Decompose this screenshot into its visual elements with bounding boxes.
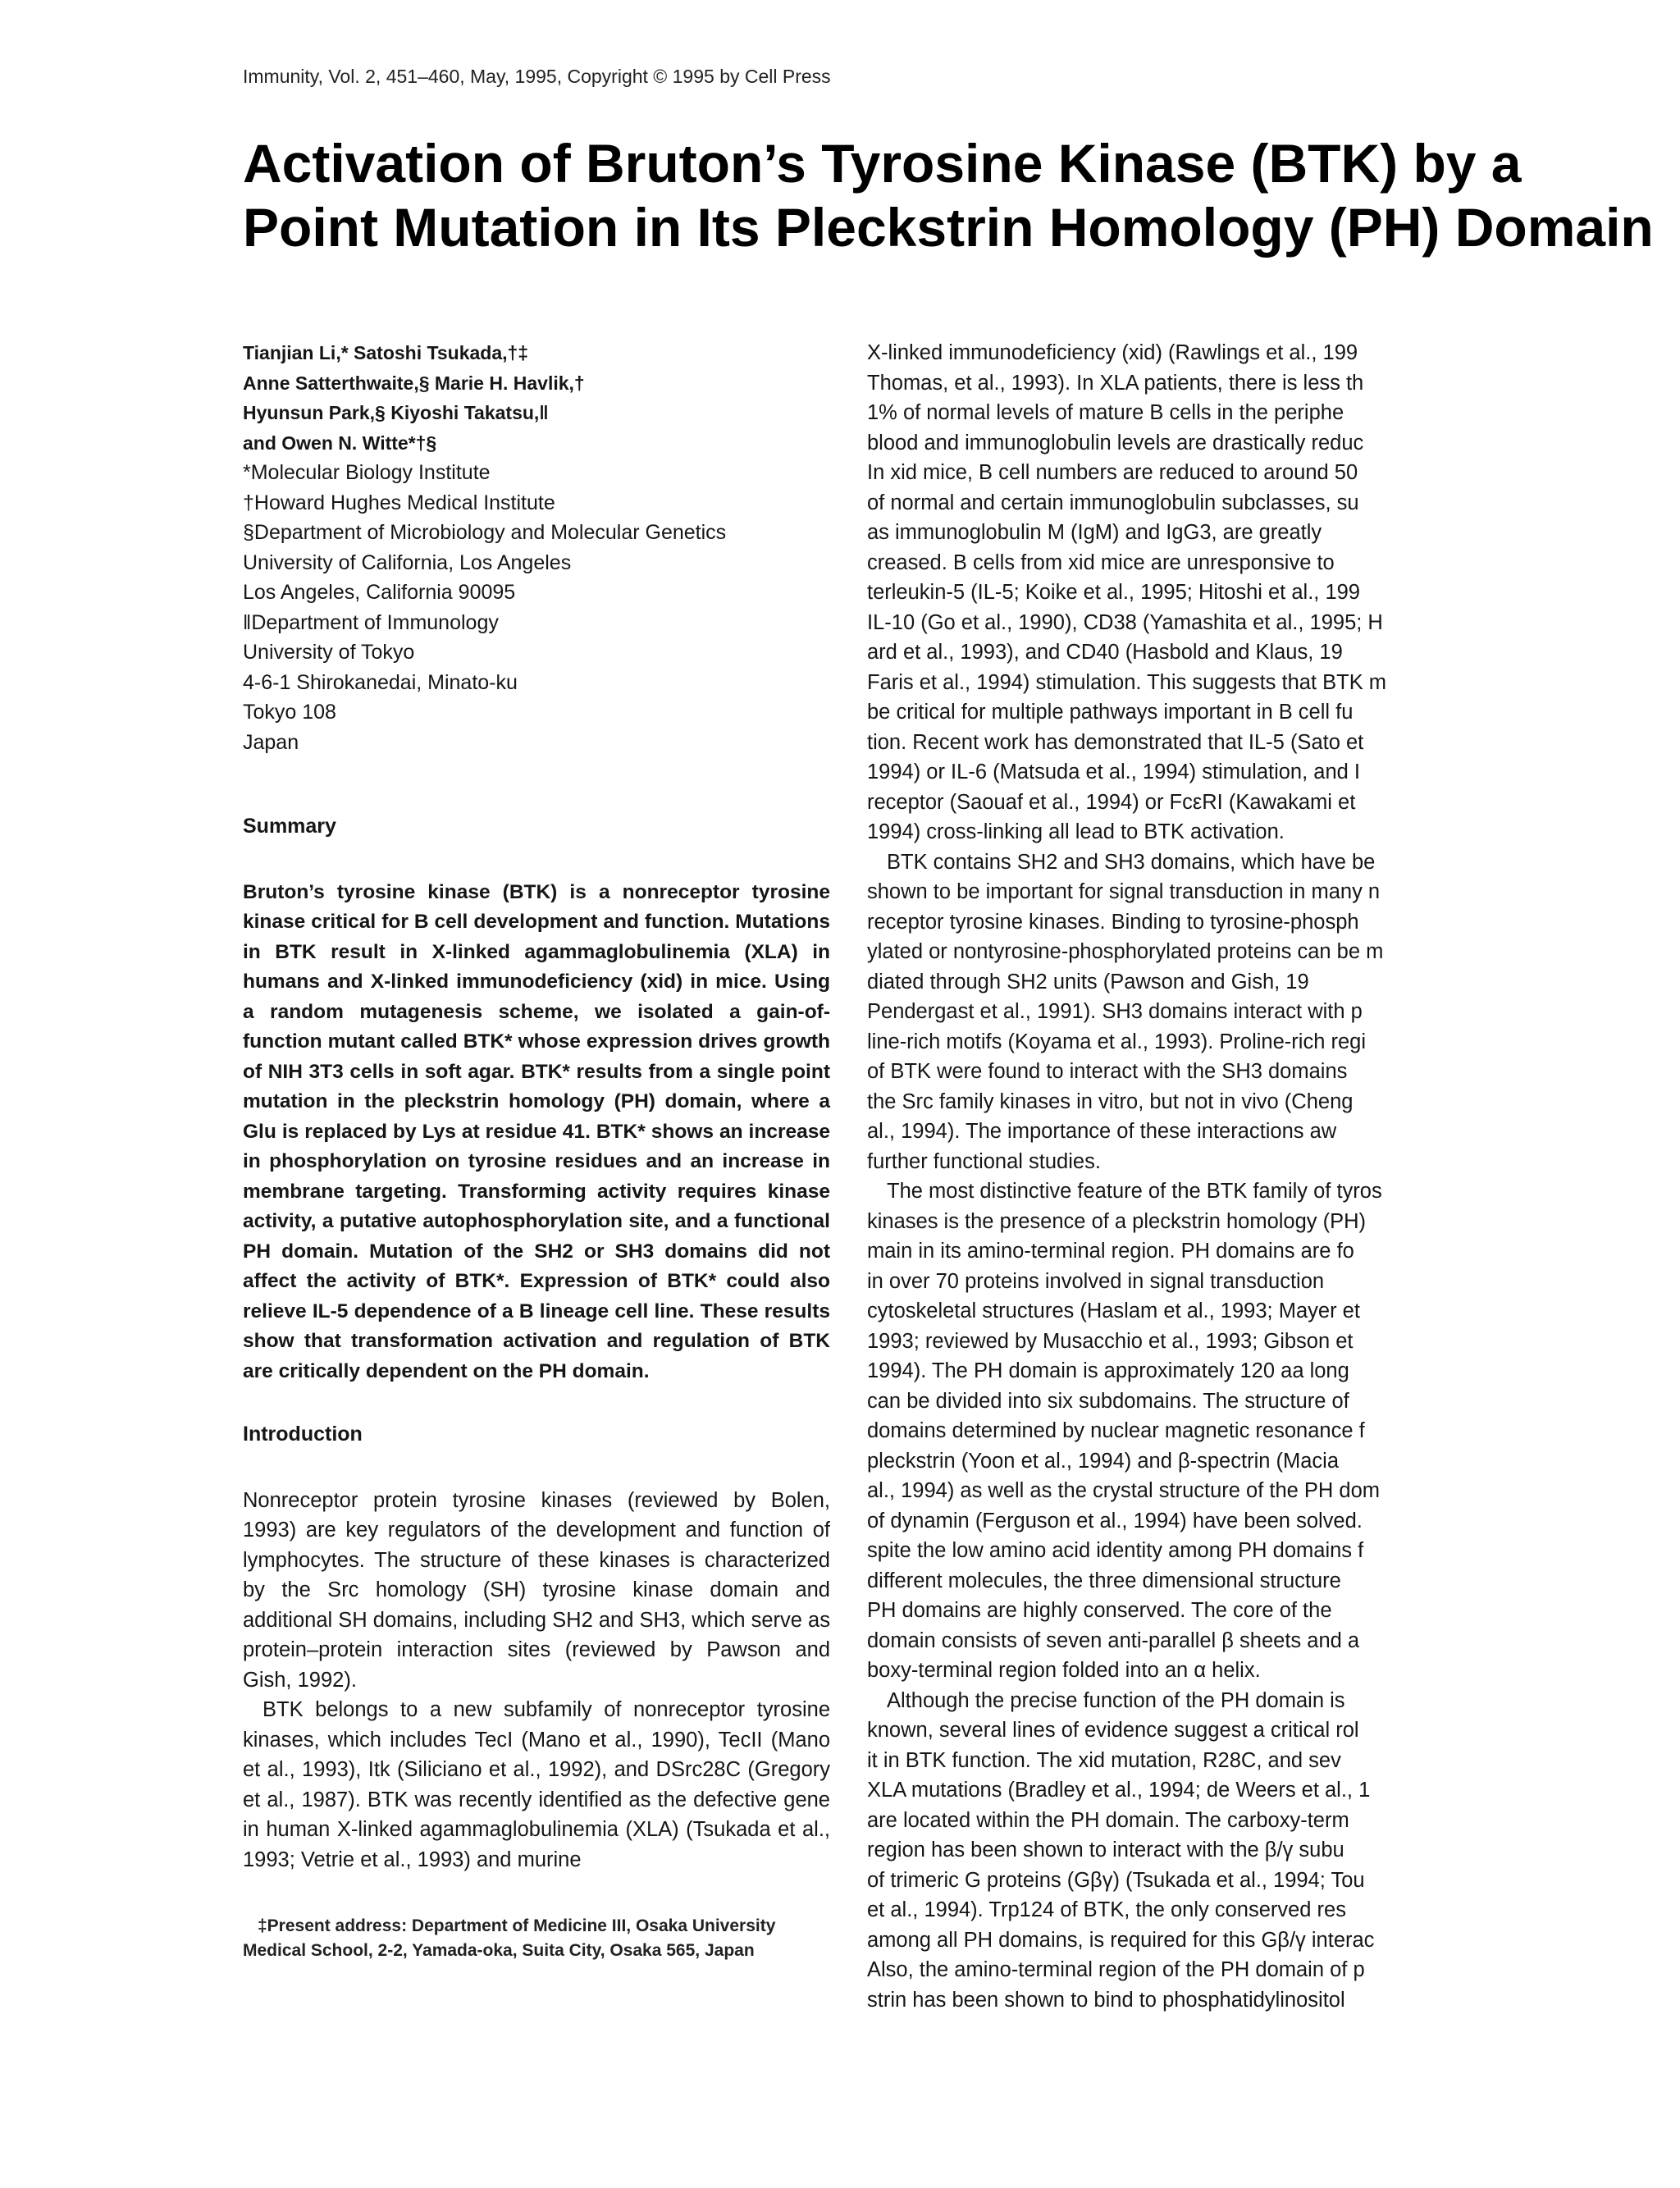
text-line: Also, the amino-terminal region of the PH domain of p	[867, 1958, 1365, 1981]
text-line: of trimeric G proteins (Gβγ) (Tsukada et al., 1994; Tou	[867, 1868, 1365, 1892]
text-line: the Src family kinases in vitro, but not in vivo (Cheng	[867, 1089, 1354, 1113]
text-line: strin has been shown to bind to phosphatidylinositol	[867, 1988, 1345, 2012]
text-line: are located within the PH domain. The carboxy-term	[867, 1808, 1349, 1832]
text-line: Faris et al., 1994) stimulation. This suggests that BTK m	[867, 670, 1387, 694]
text-line: region has been shown to interact with the β/γ subu	[867, 1839, 1344, 1861]
text-line: known, several lines of evidence suggest a critical rol	[867, 1719, 1359, 1742]
article-title	[243, 131, 1680, 259]
text-line: PH domains are highly conserved. The core of the	[867, 1599, 1332, 1622]
title-line-2: Point Mutation in Its Pleckstrin Homology (PH) Domain	[243, 197, 1654, 258]
text-line: diated through SH2 units (Pawson and Gish, 19	[867, 970, 1309, 994]
text-line: X-linked immunodeficiency (xid) (Rawlings et al., 199	[867, 341, 1358, 364]
text-line: Thomas, et al., 1993). In XLA patients, there is less th	[867, 371, 1364, 395]
text-line: cytoskeletal structures (Haslam et al., 1993; Mayer et	[867, 1300, 1360, 1322]
text-line: 1994) cross-linking all lead to BTK activation.	[867, 820, 1285, 843]
right-paragraph-3	[867, 1176, 1680, 1686]
author-line: Tianjian Li,* Satoshi Tsukada,†‡	[243, 342, 529, 363]
left-column	[243, 338, 830, 1963]
text-line: receptor tyrosine kinases. Binding to tyrosine-phosph	[867, 910, 1359, 934]
text-line: it in BTK function. The xid mutation, R28C, and sev	[867, 1748, 1341, 1772]
text-line: different molecules, the three dimensional structure	[867, 1569, 1341, 1592]
text-line: blood and immunoglobulin levels are drastically reduc	[867, 431, 1364, 455]
affiliation-line: University of Tokyo	[243, 641, 415, 664]
affiliation-line: *Molecular Biology Institute	[243, 461, 491, 484]
affiliation-line: 4-6-1 Shirokanedai, Minato-ku	[243, 670, 518, 694]
text-line: domains determined by nuclear magnetic resonance f	[867, 1419, 1365, 1442]
summary-text: Bruton’s tyrosine kinase (BTK) is a nonreceptor tyrosine kinase critical for B cell development and function. Mutations in BTK result in X-linked agammaglobulinemia (XLA) in humans and X-linked immunodeficiency (xid) in mice. Using a random mutagenesis scheme, we isolated a gain-of-function mutant called BTK* whose expression drives growth of NIH 3T3 cells in soft agar. BTK* results from a single point mutation in the pleckstrin homology (PH) domain, where a Glu is replaced by Lys at residue 41. BTK* shows an increase in phosphorylation on tyrosine residues and an increase in membrane targeting. Transforming activity requires kinase activity, a putative autophosphorylation site, and a functional PH domain. Mutation of the SH2 or SH3 domains did not affect the activity of BTK*. Expression of BTK* could also relieve IL-5 dependence of a B lineage cell line. These results show that transformation activation and regulation of BTK are critically dependent on the PH domain.	[243, 880, 830, 1382]
text-line: pleckstrin (Yoon et al., 1994) and β-spectrin (Macia	[867, 1449, 1340, 1473]
author-line: and Owen N. Witte*†§	[243, 432, 437, 454]
intro-paragraph-2: BTK belongs to a new subfamily of nonreceptor tyrosine kinases, which includes TecI (Mano et al., 1990), TecII (Mano et al., 1993), Itk (Siliciano et al., 1992), and DSrc28C (Gregory et al., 1987). BTK was recently identified as the defective gene in human X-linked agammaglobulinemia (XLA) (Tsukada et al., 1993; Vetrie et al., 1993) and murine	[243, 1698, 830, 1871]
intro-paragraph-1: Nonreceptor protein tyrosine kinases (reviewed by Bolen, 1993) are key regulators of the development and function of lymphocytes. The structure of these kinases is characterized by the Src homology (SH) tyrosine kinase domain and additional SH domains, including SH2 and SH3, which serve as protein–protein interaction sites (reviewed by Pawson and Gish, 1992).	[243, 1488, 830, 1692]
text-line: 1993; reviewed by Musacchio et al., 1993; Gibson et	[867, 1329, 1354, 1353]
text-line: tion. Recent work has demonstrated that IL-5 (Sato et	[867, 730, 1364, 754]
right-paragraph-2	[867, 847, 1680, 1177]
text-line: creased. B cells from xid mice are unresponsive to	[867, 550, 1335, 574]
text-line: of normal and certain immunoglobulin subclasses, su	[867, 491, 1359, 514]
text-line: shown to be important for signal transduction in many n	[867, 880, 1381, 903]
right-paragraph-1	[867, 338, 1680, 847]
text-line: ard et al., 1993), and CD40 (Hasbold and Klaus, 19	[867, 641, 1343, 664]
text-line: further functional studies.	[867, 1149, 1101, 1173]
right-column	[867, 338, 1680, 2015]
author-line: Hyunsun Park,§ Kiyoshi Takatsu,‖	[243, 402, 549, 423]
text-line: spite the low amino acid identity among PH domains f	[867, 1539, 1364, 1562]
introduction-heading: Introduction	[243, 1423, 363, 1446]
footnote: ‡Present address: Department of Medicine III, Osaka University Medical School, 2-2, Yamada-oka, Suita City, Osaka 565, Japan	[243, 1916, 776, 1960]
affiliation-line: Los Angeles, California 90095	[243, 581, 516, 604]
affiliation-line: ‖Department of Immunology	[243, 610, 499, 634]
affiliation-line: Tokyo 108	[243, 701, 336, 724]
affiliation-list	[243, 458, 830, 757]
text-line: kinases is the presence of a pleckstrin homology (PH)	[867, 1209, 1367, 1233]
text-line: et al., 1994). Trp124 of BTK, the only conserved res	[867, 1898, 1346, 1921]
text-line: in over 70 proteins involved in signal transduction	[867, 1269, 1325, 1293]
text-line: IL-10 (Go et al., 1990), CD38 (Yamashita et al., 1995; H	[867, 610, 1383, 634]
text-line: be critical for multiple pathways important in B cell fu	[867, 701, 1354, 724]
text-line: among all PH domains, is required for this Gβ/γ interac	[867, 1928, 1375, 1952]
text-line: al., 1994) as well as the crystal structure of the PH dom	[867, 1479, 1381, 1502]
text-line: In xid mice, B cell numbers are reduced to around 50	[867, 461, 1358, 484]
text-line: BTK contains SH2 and SH3 domains, which have be	[887, 850, 1376, 874]
summary-heading: Summary	[243, 815, 336, 838]
text-line: Pendergast et al., 1991). SH3 domains interact with p	[867, 1000, 1363, 1023]
affiliation-line: Japan	[243, 730, 299, 754]
text-line: boxy-terminal region folded into an α helix.	[867, 1659, 1261, 1682]
running-head: Immunity, Vol. 2, 451–460, May, 1995, Copyright © 1995 by Cell Press	[243, 66, 831, 87]
text-line: 1994). The PH domain is approximately 120 aa long	[867, 1359, 1349, 1382]
right-paragraph-4	[867, 1686, 1680, 2016]
text-line: receptor (Saouaf et al., 1994) or FcεRI (Kawakami et	[867, 790, 1356, 814]
text-line: domain consists of seven anti-parallel β sheets and a	[867, 1628, 1360, 1652]
text-line: 1% of normal levels of mature B cells in the periphe	[867, 401, 1344, 424]
text-line: terleukin-5 (IL-5; Koike et al., 1995; Hitoshi et al., 199	[867, 581, 1360, 604]
affiliation-line: §Department of Microbiology and Molecular Genetics	[243, 521, 727, 544]
text-line: 1994) or IL-6 (Matsuda et al., 1994) stimulation, and I	[867, 761, 1360, 783]
text-line: ylated or nontyrosine-phosphorylated proteins can be m	[867, 940, 1384, 963]
affiliation-line: University of California, Los Angeles	[243, 550, 572, 574]
author-list	[243, 338, 830, 458]
text-line: can be divided into six subdomains. The structure of	[867, 1389, 1349, 1413]
text-line: The most distinctive feature of the BTK family of tyros	[887, 1180, 1382, 1203]
text-line: line-rich motifs (Koyama et al., 1993). Proline-rich regi	[867, 1030, 1366, 1053]
author-line: Anne Satterthwaite,§ Marie H. Havlik,†	[243, 372, 585, 394]
text-line: of BTK were found to interact with the SH3 domains	[867, 1060, 1348, 1083]
text-line: as immunoglobulin M (IgM) and IgG3, are greatly	[867, 521, 1322, 544]
title-line-1: Activation of Bruton’s Tyrosine Kinase (BTK) by a	[243, 133, 1522, 194]
text-line: of dynamin (Ferguson et al., 1994) have been solved.	[867, 1509, 1363, 1533]
text-line: al., 1994). The importance of these interactions aw	[867, 1120, 1337, 1143]
text-line: XLA mutations (Bradley et al., 1994; de Weers et al., 1	[867, 1779, 1371, 1802]
text-line: main in its amino-terminal region. PH domains are fo	[867, 1240, 1354, 1263]
text-line: Although the precise function of the PH domain is	[887, 1688, 1345, 1712]
affiliation-line: †Howard Hughes Medical Institute	[243, 491, 555, 514]
